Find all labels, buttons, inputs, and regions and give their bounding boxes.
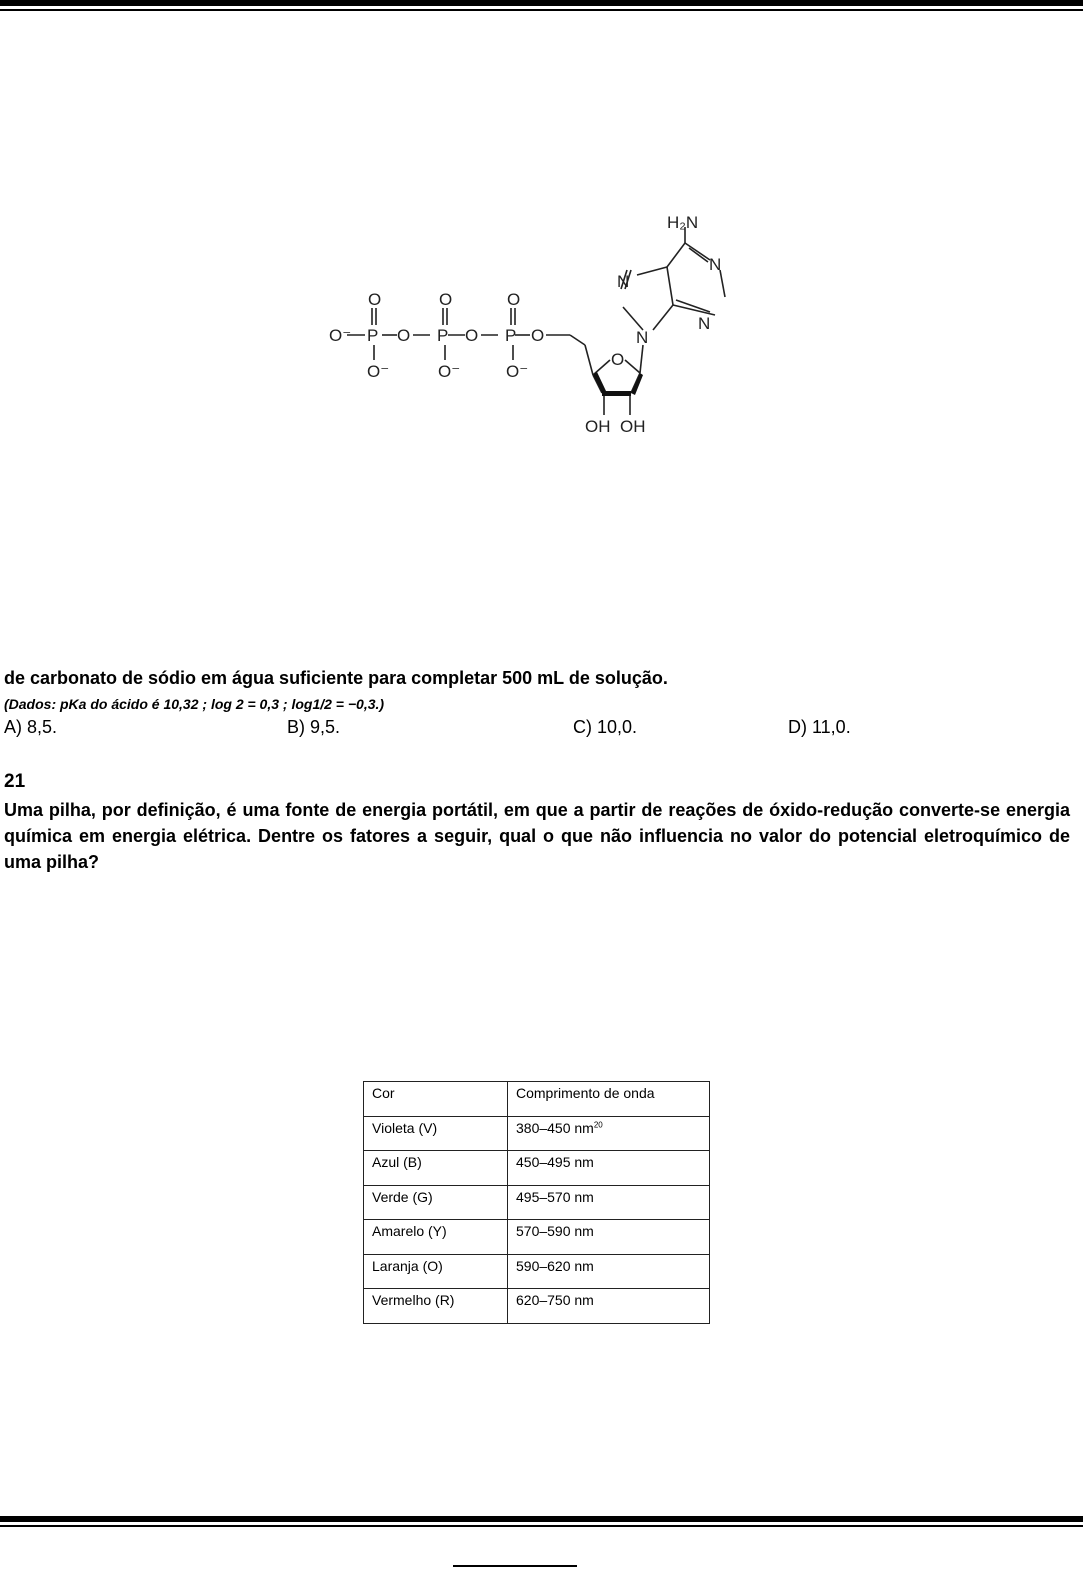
- atp-structure-diagram: [325, 195, 765, 455]
- option-a: A) 8,5.: [4, 717, 58, 737]
- top-border-thin: [0, 9, 1083, 11]
- gamma-o-minus-label: O⁻: [329, 326, 352, 345]
- table-row: [364, 1289, 710, 1324]
- color-cell: Amarelo (Y): [364, 1220, 508, 1255]
- oxo-label-gamma: O: [368, 290, 382, 309]
- bridge-o-label-3: O: [531, 326, 545, 345]
- oxo-label-beta: O: [439, 290, 453, 309]
- n-label-3: N: [698, 314, 711, 333]
- wavelength-cell: 620–750 nm: [508, 1289, 710, 1324]
- wavelength-cell: 590–620 nm: [508, 1254, 710, 1289]
- wavelength-cell: 495–570 nm: [508, 1185, 710, 1220]
- table-row: [364, 1254, 710, 1289]
- table-row: [364, 1220, 710, 1255]
- footnote-marker: 20: [593, 1119, 603, 1129]
- bridge-o-label-2: O: [465, 326, 479, 345]
- top-border-thick: [0, 0, 1083, 6]
- color-cell: Violeta (V): [364, 1116, 508, 1151]
- p-label-alpha: P: [505, 326, 517, 345]
- color-cell: Vermelho (R): [364, 1289, 508, 1324]
- wavelength-value: 380–450 nm: [516, 1119, 594, 1136]
- n-label-1: N: [709, 255, 722, 274]
- question-21-statement: Uma pilha, por definição, é uma fonte de energia portátil, em que a partir de reações de óxido-redução converte-se energia química em energia elétrica. Dentre os fatores a seguir, qual o que não influencia no valor do potencial eletroquímico de uma pilha?: [4, 800, 1070, 872]
- wavelength-cell: 450–495 nm: [508, 1151, 710, 1186]
- p-label-beta: P: [437, 326, 449, 345]
- color-cell: Azul (B): [364, 1151, 508, 1186]
- table-row: [364, 1151, 710, 1186]
- option-b: B) 9,5.: [287, 717, 341, 737]
- n-label-9: N: [636, 328, 649, 347]
- bottom-border-thick: [0, 1516, 1083, 1522]
- amine-label: H₂N: [667, 213, 699, 232]
- ring-oxygen-label: O: [611, 350, 625, 369]
- bridge-o-label-1: O: [397, 326, 411, 345]
- oxo-label-alpha: O: [507, 290, 521, 309]
- question-21-number: 21: [4, 771, 26, 792]
- bottom-border-thin: [0, 1525, 1083, 1527]
- table-header-row: [364, 1082, 710, 1117]
- hydroxyl-label-2: OH: [585, 417, 611, 436]
- o-minus-label-alpha: O⁻: [506, 362, 529, 381]
- table-row: [364, 1185, 710, 1220]
- wavelength-table: [363, 1081, 710, 1324]
- color-cell: Verde (G): [364, 1185, 508, 1220]
- hydroxyl-label-3: OH: [620, 417, 646, 436]
- header-color: Cor: [364, 1082, 508, 1117]
- color-cell: Laranja (O): [364, 1254, 508, 1289]
- header-wavelength: Comprimento de onda: [508, 1082, 710, 1117]
- option-d: D) 11,0.: [788, 717, 851, 737]
- table-row: [364, 1116, 710, 1151]
- wavelength-cell: [508, 1116, 710, 1151]
- question-20-statement: de carbonato de sódio em água suficiente para completar 500 mL de solução.: [4, 668, 668, 688]
- o-minus-label-beta: O⁻: [438, 362, 461, 381]
- p-label-gamma: P: [367, 326, 379, 345]
- n-label-7: N: [617, 272, 630, 291]
- question-20-data-note: (Dados: pKa do ácido é 10,32 ; log 2 = 0,3 ; log1/2 = −0,3.): [4, 696, 385, 712]
- wavelength-cell: 570–590 nm: [508, 1220, 710, 1255]
- footer-line: [453, 1565, 577, 1567]
- option-c: C) 10,0.: [573, 717, 638, 737]
- o-minus-label-gamma: O⁻: [367, 362, 390, 381]
